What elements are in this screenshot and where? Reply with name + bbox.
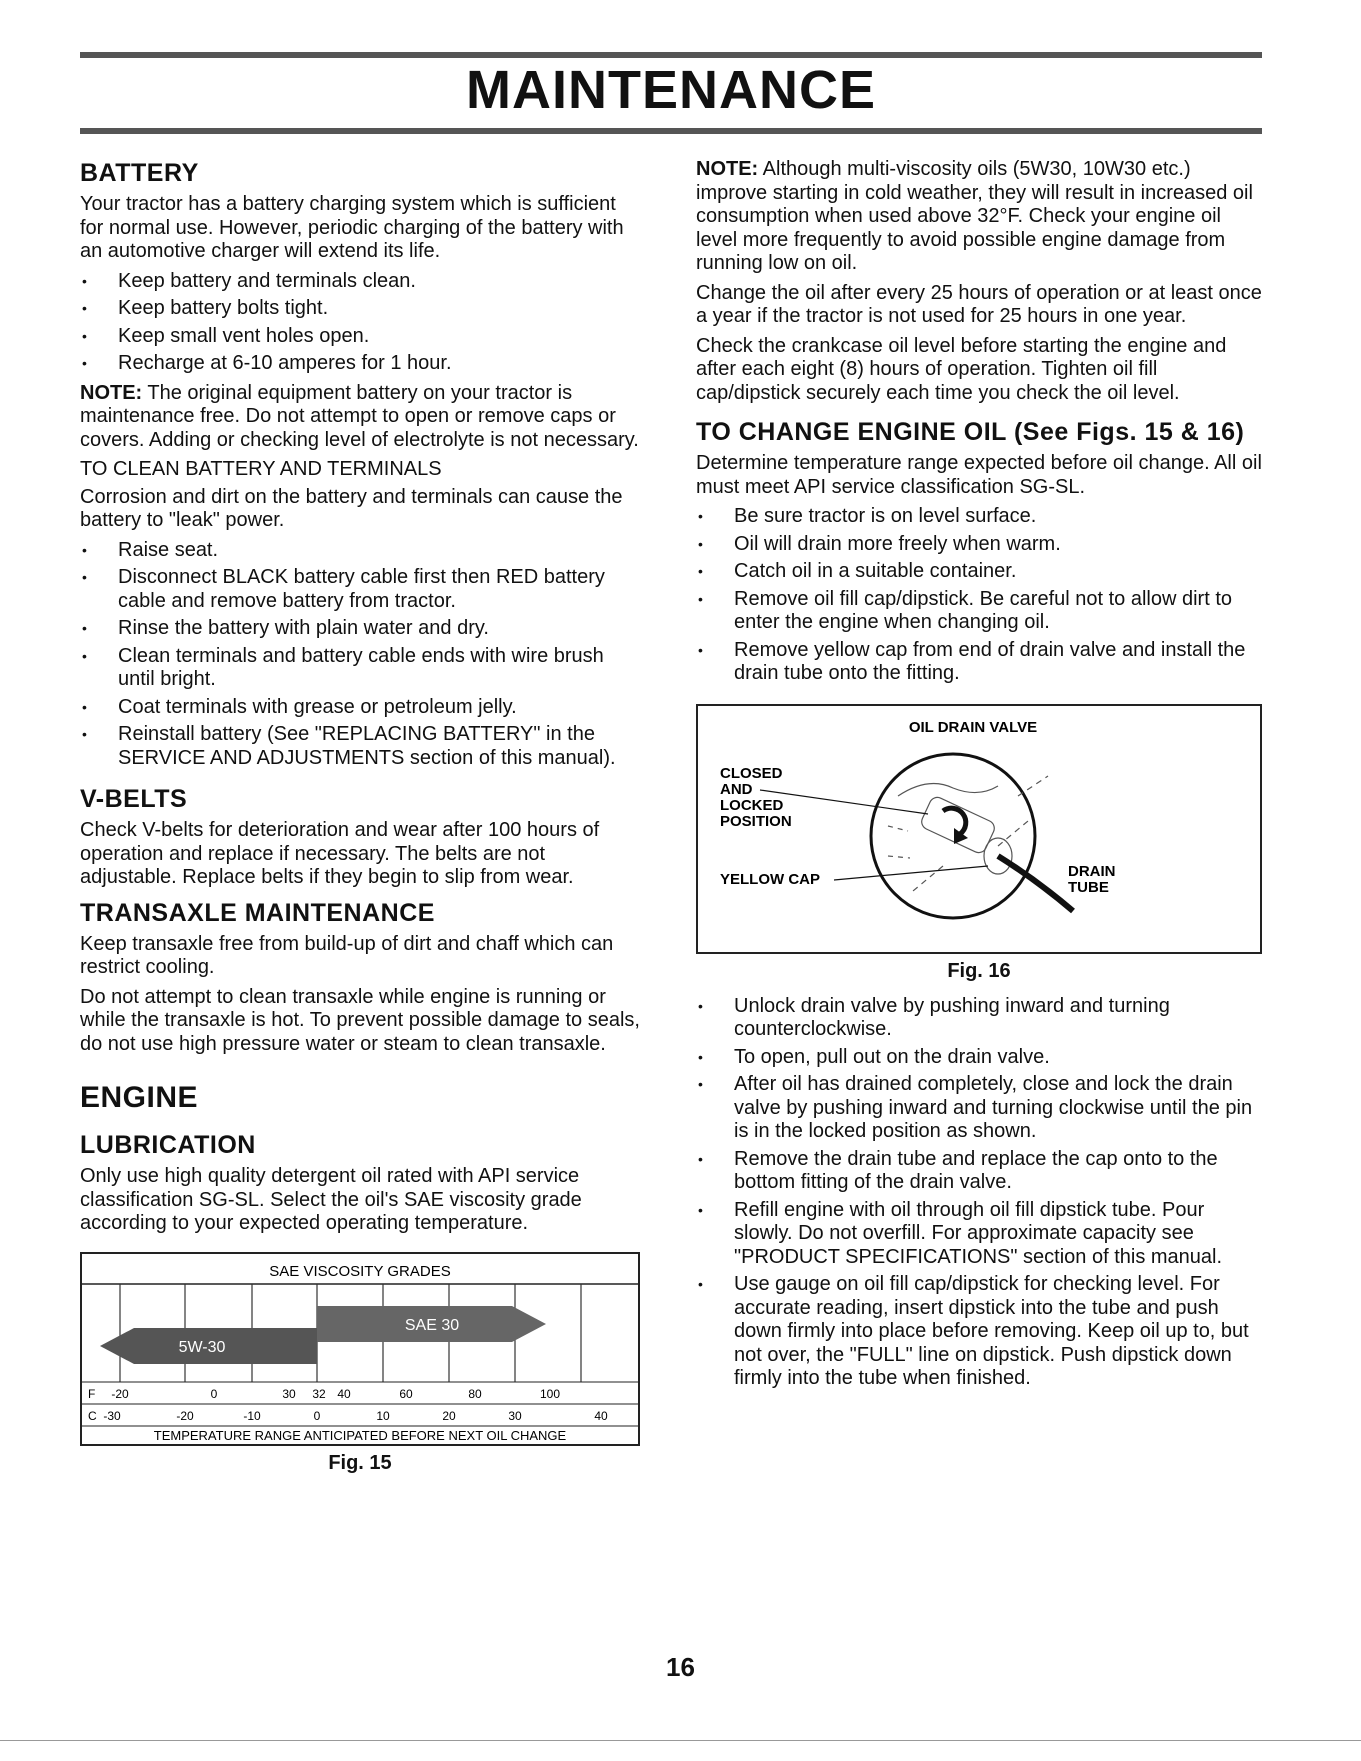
fig15-c-tick: 30: [508, 1408, 522, 1423]
fig15-c-tick: -10: [243, 1408, 261, 1423]
engine-heading: ENGINE: [80, 1081, 199, 1114]
drain-valve-bullet: • Refill engine with oil through oil fill dipstick tube. Pour slowly. Do not overfill. For approximate capacity see "PRODUCT SPECIFICATIONS" section of this manual.: [696, 1199, 1262, 1270]
closed-locked-label: [720, 765, 792, 830]
vbelts-text: Check V-belts for deterioration and wear after 100 hours of operation and replace if necessary. The belts are not adjustable. Replace belts if they begin to slip from wear.: [80, 819, 600, 888]
vbelts-heading: V-BELTS: [80, 785, 188, 813]
clean-battery-intro: Corrosion and dirt on the battery and terminals can cause the battery to "leak" power.: [80, 485, 623, 531]
drain-valve-bullet: • Unlock drain valve by pushing inward and turning counterclockwise.: [696, 995, 1262, 1042]
fig15-f-tick: 30: [282, 1386, 296, 1401]
change-oil-intro: Determine temperature range expected before oil change. All oil must meet API service classification SG-SL.: [696, 452, 1262, 498]
transaxle-p1: Keep transaxle free from build-up of dirt and chaff which can restrict cooling.: [80, 932, 614, 978]
fig16-svg: [698, 706, 1260, 952]
transaxle-p2: Do not attempt to clean transaxle while engine is running or while the transaxle is hot. To prevent possible damage to seals, do not use high pressure water or steam to clean transaxle.: [80, 985, 640, 1055]
clean-battery-bullet: • Reinstall battery (See "REPLACING BATTERY" in the SERVICE AND ADJUSTMENTS section of this manual).: [80, 723, 640, 770]
fig15-c-tick: 40: [594, 1408, 608, 1423]
change-oil-bullet: • Be sure tractor is on level surface.: [696, 505, 1262, 529]
battery-note: [80, 382, 640, 453]
fig15-c-tick: -20: [176, 1408, 194, 1423]
page-number: 16: [666, 1652, 695, 1682]
battery-intro: Your tractor has a battery charging system which is sufficient for normal use. However, periodic charging of the battery with an automotive charger will extend its life.: [80, 193, 624, 262]
change-oil-bullet: • Remove oil fill cap/dipstick. Be careful not to allow dirt to enter the engine when changing oil.: [696, 588, 1262, 635]
label-and: AND: [720, 780, 753, 798]
battery-bullet: • Keep small vent holes open.: [80, 325, 640, 349]
fig15-c-ticks: [103, 1409, 608, 1423]
oil-check-interval: Check the crankcase oil level before starting the engine and after each eight (8) hours of operation. Tighten oil fill cap/dipstick securely each time you check the oil level.: [696, 334, 1227, 404]
oil-change-interval: Change the oil after every 25 hours of operation or at least once a year if the tractor is not used for 25 hours in one year.: [696, 281, 1262, 327]
fig15-title: SAE VISCOSITY GRADES: [269, 1262, 451, 1280]
label-closed: CLOSED: [720, 764, 783, 782]
change-oil-bullet-list: [696, 505, 1262, 686]
label-yellow-cap: YELLOW CAP: [720, 870, 820, 888]
label-drain: DRAIN: [1068, 862, 1116, 880]
change-oil-heading: TO CHANGE ENGINE OIL (See Figs. 15 & 16): [696, 418, 1245, 446]
fig15-f-label: F: [88, 1386, 96, 1401]
yellow-cap-leader-line: [834, 866, 988, 880]
fig15-c-tick: -30: [103, 1408, 121, 1423]
lubrication-heading: LUBRICATION: [80, 1131, 256, 1159]
label-locked: LOCKED: [720, 796, 784, 814]
battery-heading: BATTERY: [80, 159, 199, 187]
battery-bullet-list: [80, 270, 640, 376]
clean-battery-bullet: • Raise seat.: [80, 539, 640, 563]
fig16-title: OIL DRAIN VALVE: [908, 718, 1038, 736]
fig15-f-tick: 40: [337, 1386, 351, 1401]
left-column: [80, 158, 640, 1475]
label-position: POSITION: [720, 812, 792, 830]
fig15-c-tick: 20: [442, 1408, 456, 1423]
lubrication-text: Only use high quality detergent oil rated with API service classification SG-SL. Select the oil's SAE viscosity grade according to your expected operating temperature.: [80, 1165, 582, 1234]
fig15-c-tick: 0: [313, 1408, 321, 1423]
fig15-f-tick: -20: [111, 1386, 129, 1401]
clean-battery-heading: TO CLEAN BATTERY AND TERMINALS: [80, 458, 442, 480]
header-rule-bottom: [80, 128, 1262, 134]
fig15-f-tick: 80: [468, 1386, 482, 1401]
multi-viscosity-note-text: Although multi-viscosity oils (5W30, 10W30 etc.) improve starting in cold weather, they will result in increased oil consumption when used above 32°F. Check your engine oil level more frequently to avoid possible engine damage from running low on oil.: [696, 158, 1253, 274]
battery-bullet: • Recharge at 6-10 amperes for 1 hour.: [80, 352, 640, 376]
fig15-f-ticks: [111, 1387, 560, 1401]
battery-note-text: The original equipment battery on your tractor is maintenance free. Do not attempt to open or remove caps or covers. Adding or checking level of electrolyte is not necessary.: [80, 381, 639, 451]
change-oil-bullet: • Catch oil in a suitable container.: [696, 560, 1262, 584]
change-oil-bullet: • Remove yellow cap from end of drain valve and install the drain tube onto the fitting.: [696, 639, 1262, 686]
drain-valve-bullet-list: [696, 995, 1262, 1391]
fig15-svg: [82, 1254, 638, 1444]
fig15-f-tick: 100: [539, 1386, 561, 1401]
fig15-c-label: C: [88, 1408, 97, 1423]
fig15-footer: TEMPERATURE RANGE ANTICIPATED BEFORE NEXT OIL CHANGE: [153, 1427, 567, 1443]
fig16-caption: Fig. 16: [947, 959, 1011, 982]
drain-valve-bullet: • Remove the drain tube and replace the cap onto to the bottom fitting of the drain valve.: [696, 1148, 1262, 1195]
page-title: MAINTENANCE: [466, 60, 876, 120]
drain-valve-bullet: • To open, pull out on the drain valve.: [696, 1046, 1262, 1070]
transaxle-heading: TRANSAXLE MAINTENANCE: [80, 898, 435, 927]
fig15-f-tick: 60: [399, 1386, 413, 1401]
battery-bullet: • Keep battery and terminals clean.: [80, 270, 640, 294]
right-column: [696, 158, 1262, 1397]
drain-valve-bullet: • After oil has drained completely, close and lock the drain valve by pushing inward and turning clockwise until the pin is in the locked position as shown.: [696, 1073, 1262, 1144]
drain-tube-label: [1068, 863, 1116, 896]
fig15-f-tick: 0: [210, 1386, 218, 1401]
drain-tube-shape: [998, 856, 1073, 911]
page-bottom-rule: [0, 1740, 1361, 1741]
fig16-drain-valve-figure: [696, 704, 1262, 954]
clean-battery-bullet: • Rinse the battery with plain water and dry.: [80, 617, 640, 641]
clean-battery-bullet: • Coat terminals with grease or petroleum jelly.: [80, 696, 640, 720]
change-oil-bullet: • Oil will drain more freely when warm.: [696, 533, 1262, 557]
fig15-c-tick: 10: [376, 1408, 390, 1423]
fig15-viscosity-chart: [80, 1252, 640, 1446]
fig15-caption: Fig. 15: [328, 1451, 392, 1474]
fig15-5w30-label: 5W-30: [178, 1338, 226, 1356]
clean-battery-bullet-list: [80, 539, 640, 771]
clean-battery-bullet: • Disconnect BLACK battery cable first then RED battery cable and remove battery from tractor.: [80, 566, 640, 613]
label-tube: TUBE: [1068, 878, 1109, 896]
battery-note-label: NOTE:: [80, 381, 143, 404]
clean-battery-bullet: • Clean terminals and battery cable ends with wire brush until bright.: [80, 645, 640, 692]
drain-valve-bullet: • Use gauge on oil fill cap/dipstick for checking level. For accurate reading, insert dipstick into the tube and push down firmly into place before removing. Keep oil up to, but not over, the "FULL" line on dipstick. Push dipstick down firmly into the tube when finished.: [696, 1273, 1262, 1391]
fig15-sae30-label: SAE 30: [404, 1316, 460, 1334]
fig15-f-tick: 32: [312, 1386, 326, 1401]
header-rule-top: [80, 52, 1262, 58]
battery-bullet: • Keep battery bolts tight.: [80, 297, 640, 321]
multi-viscosity-note: [696, 158, 1262, 276]
multi-viscosity-note-label: NOTE:: [696, 158, 759, 180]
